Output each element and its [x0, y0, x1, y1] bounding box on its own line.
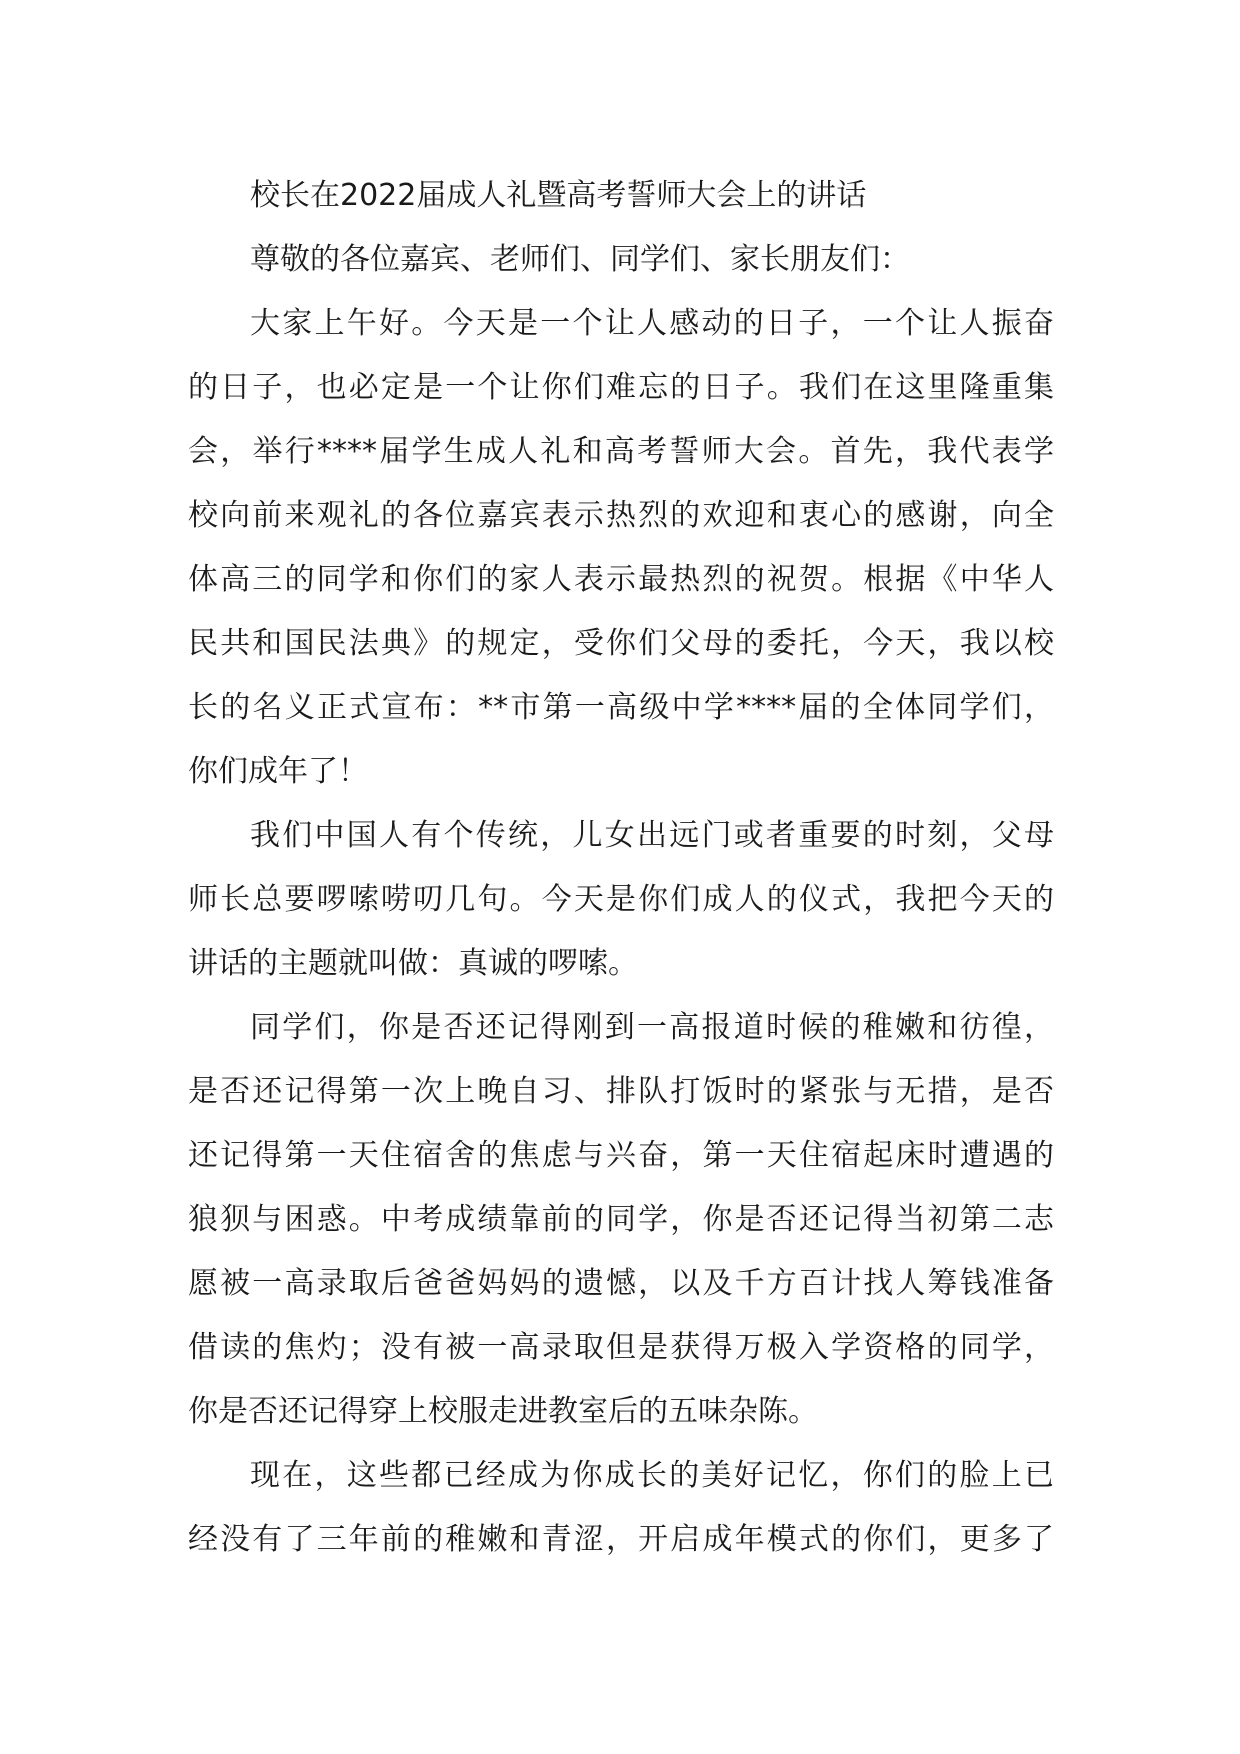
paragraph-line: 现在，这些都已经成为你成长的美好记忆，你们的脸上已 — [250, 1458, 1054, 1493]
paragraph-1 — [188, 292, 1054, 804]
paragraph-line: 体高三的同学和你们的家人表示最热烈的祝贺。根据《中华人 — [188, 562, 1054, 597]
paragraph-line: 借读的焦灼；没有被一高录取但是获得万极入学资格的同学， — [188, 1330, 1054, 1365]
paragraph-line: 民共和国民法典》的规定，受你们父母的委托，今天，我以校 — [188, 626, 1054, 661]
paragraph-line: 师长总要啰嗦唠叨几句。今天是你们成人的仪式，我把今天的 — [188, 882, 1054, 917]
paragraph-line: 长的名义正式宣布：**市第一高级中学****届的全体同学们， — [188, 690, 1054, 725]
paragraph-3 — [188, 996, 1054, 1444]
paragraph-line: 愿被一高录取后爸爸妈妈的遗憾，以及千方百计找人筹钱准备 — [188, 1266, 1054, 1301]
paragraph-line: 校向前来观礼的各位嘉宾表示热烈的欢迎和衷心的感谢，向全 — [188, 498, 1054, 533]
paragraph-line: 狼狈与困惑。中考成绩靠前的同学，你是否还记得当初第二志 — [188, 1202, 1054, 1237]
document-title: 校长在2022届成人礼暨高考誓师大会上的讲话 — [250, 178, 867, 213]
paragraph-line: 你是否还记得穿上校服走进教室后的五味杂陈。 — [188, 1394, 818, 1429]
paragraph-line: 经没有了三年前的稚嫩和青涩，开启成年模式的你们，更多了 — [188, 1522, 1054, 1557]
paragraph-line: 的日子，也必定是一个让你们难忘的日子。我们在这里隆重集 — [188, 370, 1054, 405]
paragraph-line: 大家上午好。今天是一个让人感动的日子，一个让人振奋 — [250, 306, 1054, 341]
paragraph-line: 还记得第一天住宿舍的焦虑与兴奋，第一天住宿起床时遭遇的 — [188, 1138, 1054, 1173]
paragraph-2 — [188, 804, 1054, 996]
document-body — [188, 164, 1054, 1572]
paragraph-4 — [188, 1444, 1054, 1572]
paragraph-line: 我们中国人有个传统，儿女出远门或者重要的时刻，父母 — [250, 818, 1054, 853]
paragraph-line: 讲话的主题就叫做：真诚的啰嗦。 — [188, 946, 638, 981]
paragraph-line: 你们成年了！ — [188, 754, 368, 789]
salutation: 尊敬的各位嘉宾、老师们、同学们、家长朋友们： — [250, 242, 910, 277]
paragraph-line: 同学们，你是否还记得刚到一高报道时候的稚嫩和彷徨， — [250, 1010, 1054, 1045]
paragraph-line: 是否还记得第一次上晚自习、排队打饭时的紧张与无措，是否 — [188, 1074, 1054, 1109]
paragraph-line: 会，举行****届学生成人礼和高考誓师大会。首先，我代表学 — [188, 434, 1054, 469]
